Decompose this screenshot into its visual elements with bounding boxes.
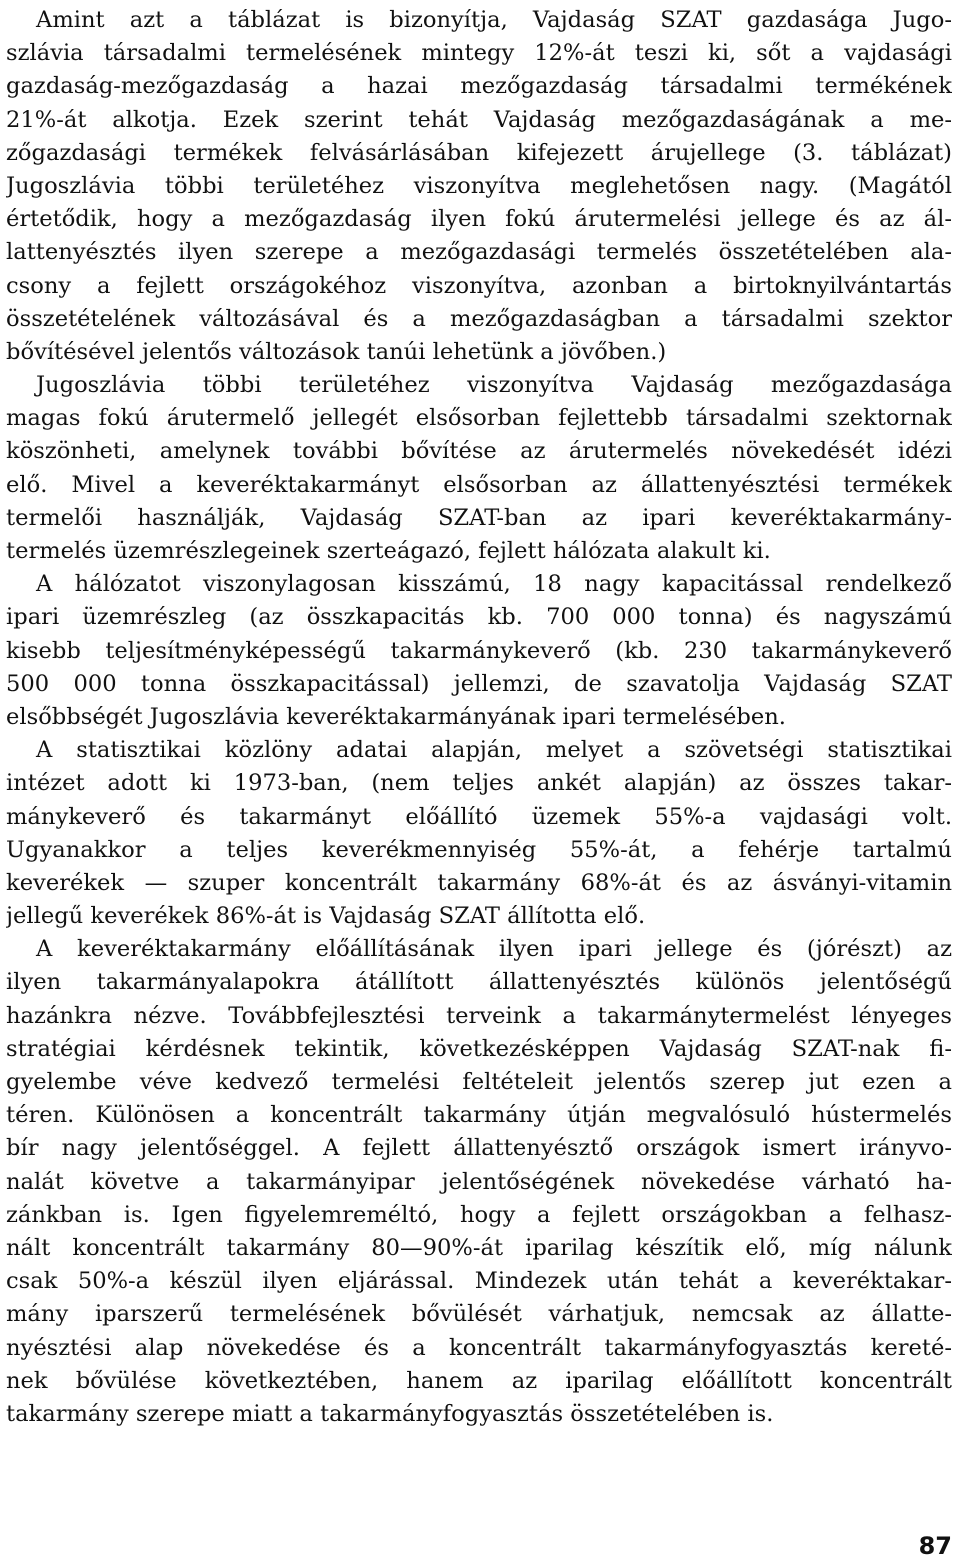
text-line-38: nált koncentrált takarmány 80—90%-át iparilag készítik elő, míg nálunk [6,1234,952,1261]
text-line-21: 500 000 tonna összkapacitással) jellemzi, de szavatolja Vajdaság SZAT [6,670,952,697]
text-line-7: értetődik, hogy a mezőgazdaság ilyen fokú árutermelési jellege és az ál- [6,206,952,233]
text-line-25: mánykeverő és takarmányt előállító üzemek 55%-a vajdasági volt. [6,803,952,830]
text-line-22: elsőbbségét Jugoszlávia keveréktakarmányának ipari termelésében. [6,703,786,730]
text-line-13: magas fokú árutermelő jellegét elsősorban fejlettebb társadalmi szektornak [6,405,952,432]
text-line-36: nalát követve a takarmányipar jelentőségének növekedése várható ha- [6,1168,952,1195]
text-line-2: szlávia társadalmi termelésének mintegy 12%-át teszi ki, sőt a vajdasági [6,40,952,67]
text-line-4: 21%-át alkotja. Ezek szerint tehát Vajdaság mezőgazdaságának a me- [6,106,952,133]
text-line-26: Ugyanakkor a teljes keverékmennyiség 55%-át, a fehérje tartalmú [6,836,952,863]
text-line-5: zőgazdasági termékek felvásárlásában kifejezett árujellege (3. táblázat) [6,139,952,166]
text-line-30: ilyen takarmányalapokra átállított állattenyésztés különös jelentőségű [6,969,952,996]
text-line-20: kisebb teljesítményképességű takarmánykeverő (kb. 230 takarmánykeverő [6,637,952,664]
text-line-41: nyésztési alap növekedése és a koncentrált takarmányfogyasztás kereté- [6,1334,952,1361]
text-line-10: összetételének változásával és a mezőgazdaságban a társadalmi szektor [6,305,952,332]
text-line-28: jellegű keverékek 86%-át is Vajdaság SZAT állította elő. [6,903,646,930]
text-line-33: gyelembe véve kedvező termelési feltételeit jelentős szerep jut ezen a [6,1069,952,1095]
text-line-29: A keveréktakarmány előállításának ilyen ipari jellege és (jórészt) az [36,936,952,963]
text-line-12: Jugoszlávia többi területéhez viszonyítva Vajdaság mezőgazdasága [36,372,952,399]
text-line-14: köszönheti, amelynek további bővítése az árutermelés növekedését idézi [6,438,952,465]
text-line-15: elő. Mivel a keveréktakarmányt elsősorban az állattenyésztési termékek [6,471,952,498]
text-line-8: lattenyésztés ilyen szerepe a mezőgazdasági termelés összetételében ala- [6,239,952,266]
text-line-23: A statisztikai közlöny adatai alapján, melyet a szövetségi statisztikai [36,737,952,764]
page-number: 87 [918,1532,952,1560]
text-line-19: ipari üzemrészleg (az összkapacitás kb. 700 000 tonna) és nagyszámú [6,604,952,631]
text-line-16: termelői használják, Vajdaság SZAT-ban az ipari keveréktakarmány- [6,504,952,531]
text-line-42: nek bővülése következtében, hanem az iparilag előállított koncentrált [6,1367,952,1394]
text-line-27: keverékek — szuper koncentrált takarmány 68%-át és az ásványi-vitamin [6,869,952,896]
text-line-1: Amint azt a táblázat is bizonyítja, Vajdaság SZAT gazdasága Jugo- [36,7,952,33]
text-line-37: zánkban is. Igen figyelemreméltó, hogy a fejlett országokban a felhasz- [6,1201,952,1228]
text-line-34: téren. Különösen a koncentrált takarmány útján megvalósuló hústermelés [6,1102,952,1129]
text-line-3: gazdaság-mezőgazdaság a hazai mezőgazdaság társadalmi termékének [6,73,952,100]
text-line-17: termelés üzemrészlegeinek szerteágazó, fejlett hálózata alakult ki. [6,538,771,564]
text-line-31: hazánkra nézve. Továbbfejlesztési terveink a takarmánytermelést lényeges [6,1002,952,1029]
text-line-40: mány iparszerű termelésének bővülését várhatjuk, nemcsak az állatte- [6,1301,952,1328]
text-line-24: intézet adott ki 1973-ban, (nem teljes ankét alapján) az összes takar- [6,770,952,797]
text-line-18: A hálózatot viszonylagosan kisszámú, 18 nagy kapacitással rendelkező [36,571,952,598]
text-line-11: bővítésével jelentős változások tanúi lehetünk a jövőben.) [6,338,667,365]
text-line-6: Jugoszlávia többi területéhez viszonyítva meglehetősen nagy. (Magától [6,172,952,199]
text-line-39: csak 50%-a készül ilyen eljárással. Mindezek után tehát a keveréktakar- [6,1268,952,1295]
body-text [6,4,952,1431]
text-line-32: stratégiai kérdésnek tekintik, következésképpen Vajdaság SZAT-nak fi- [6,1035,952,1062]
text-line-35: bír nagy jelentőséggel. A fejlett állattenyésztő országok ismert irányvo- [6,1135,952,1162]
text-line-9: csony a fejlett országokéhoz viszonyítva, azonban a birtoknyilvántartás [6,272,952,299]
text-line-43: takarmány szerepe miatt a takarmányfogyasztás összetételében is. [6,1400,774,1427]
